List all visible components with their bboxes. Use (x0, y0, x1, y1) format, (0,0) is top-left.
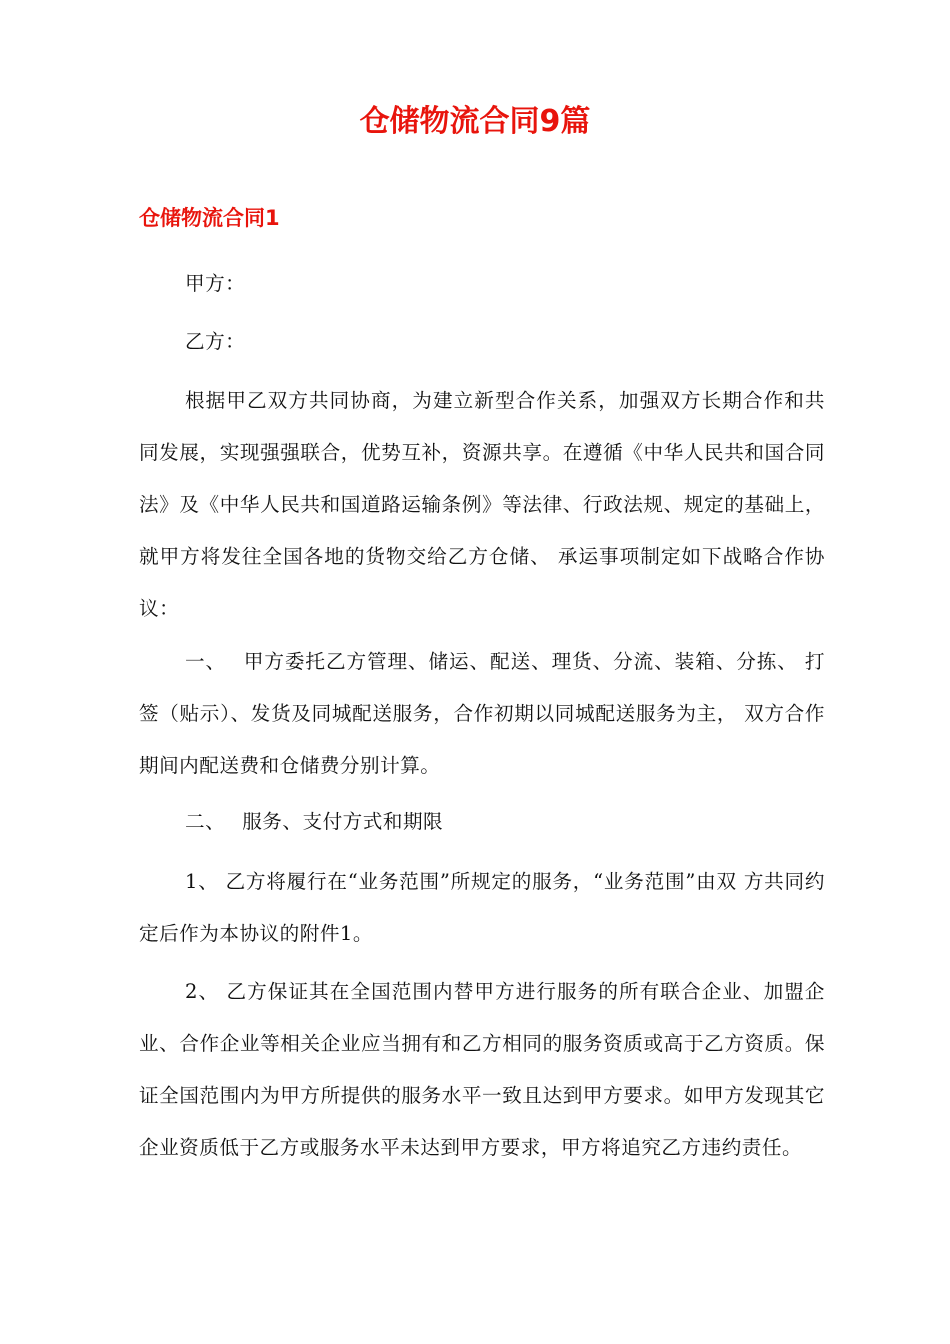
section-title: 仓储物流合同1 (139, 206, 280, 230)
clause-two-item-2: 2、 乙方保证其在全国范围内替甲方进行服务的所有联合企业、加盟企业、合作企业等相关企业应当拥有和乙方相同的服务资质或高于乙方资质。保证全国范围内为甲方所提供的服务水平一致且达到甲方要求。如甲方发现其它企业资质低于乙方或服务水平未达到甲方要求，甲方将追究乙方违约责任。 (139, 980, 825, 1159)
preamble-paragraph: 根据甲乙双方共同协商，为建立新型合作关系，加强双方长期合作和共同发展，实现强强联合，优势互补，资源共享。在遵循《中华人民共和国合同法》及《中华人民共和国道路运输条例》等法律、行政法规、规定的基础上，就甲方将发往全国各地的货物交给乙方仓储、 承运事项制定如下战略合作协议： (139, 389, 825, 620)
clause-two-item-1: 1、 乙方将履行在“业务范围”所规定的服务，“业务范围”由双 方共同约定后作为本协议的附件1。 (139, 870, 825, 945)
clause-one-paragraph: 一、 甲方委托乙方管理、储运、配送、理货、分流、装箱、分拣、 打签（贴示）、发货及同城配送服务，合作初期以同城配送服务为主， 双方合作期间内配送费和仓储费分别计算。 (139, 650, 825, 777)
party-a-line: 甲方： (185, 272, 246, 295)
party-b-line: 乙方： (185, 330, 246, 353)
document-title: 仓储物流合同9篇 (359, 104, 591, 139)
clause-two-heading: 二、 服务、支付方式和期限 (185, 810, 444, 833)
